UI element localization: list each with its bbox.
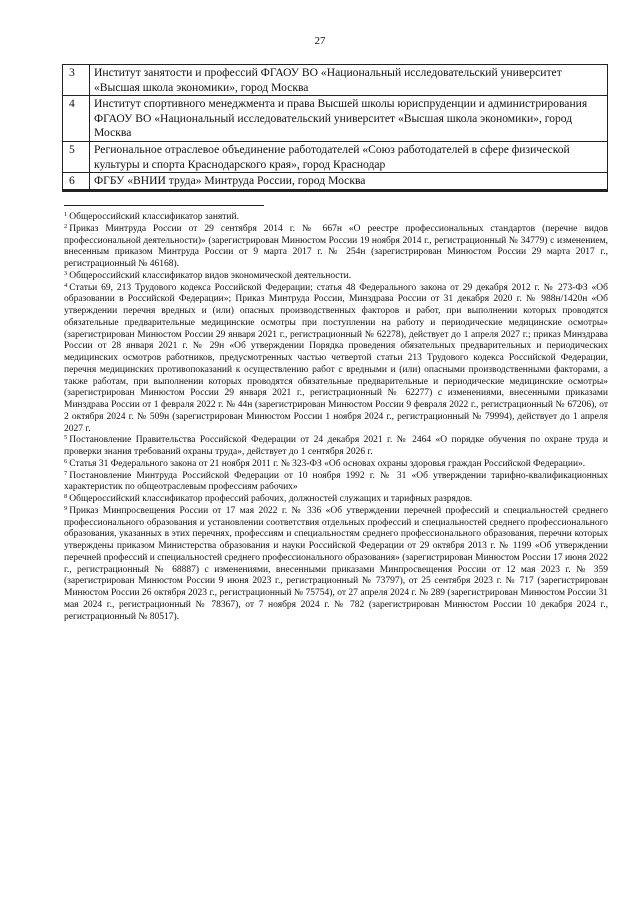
table-row: [63, 96, 608, 142]
organization-name: ФГБУ «ВНИИ труда» Минтруда России, город Москва: [90, 173, 608, 191]
row-number: 6: [63, 173, 90, 191]
organization-name: Институт спортивного менеджмента и права Высшей школы юриспруденции и администрирования ФГАОУ ВО «Национальный исследовательский университет «Высшая школа экономики», город Москва: [90, 96, 608, 142]
footnote-marker: 7: [64, 469, 68, 477]
footnotes: [64, 212, 608, 623]
footnote-text: Общероссийский классификатор профессий рабочих, должностей служащих и тарифных разрядов.: [69, 494, 473, 504]
table-row: [63, 65, 608, 96]
footnote-text: Приказ Минтруда России от 29 сентября 2014 г. № 667н «О реестре профессиональных стандартов (перечне видов профессиональной деятельности)» (зарегистрирован Минюстом России 19 ноября 2014 г., регистрационный № 34779) с изменением, внесенным приказом Минтруда России от 9 марта 2017 г. № 254н (зарегистрирован Минюстом России 29 марта 2017 г., регистрационный № 46168).: [64, 223, 608, 269]
footnote-text: Общероссийский классификатор занятий.: [69, 212, 239, 222]
organizations-table: [62, 64, 608, 192]
footnote: [64, 494, 608, 506]
footnote-marker: 5: [64, 434, 68, 442]
row-number: 4: [63, 96, 90, 142]
footnote: [64, 471, 608, 495]
table-row: [63, 141, 608, 172]
footnote: [64, 459, 608, 471]
organization-name: Региональное отраслевое объединение работодателей «Союз работодателей в сфере физической культуры и спорта Краснодарского края», город Краснодар: [90, 141, 608, 172]
footnote: [64, 506, 608, 624]
footnote: [64, 283, 608, 436]
footnote-marker: 3: [64, 269, 68, 277]
footnote-marker: 8: [64, 493, 68, 500]
footnote-marker: 1: [64, 211, 68, 218]
organization-name: Институт занятости и профессий ФГАОУ ВО «Национальный исследовательский университет «Высшая школа экономики», город Москва: [90, 65, 608, 96]
footnote-text: Постановление Минтруда Российской Федерации от 10 ноября 1992 г. № 31 «Об утверждении тарифно-квалификационных характеристик по общеотраслевым профессиям рабочих»: [64, 470, 608, 493]
footnote-text: Статья 31 Федерального закона от 21 ноября 2011 г. № 323-ФЗ «Об основах охраны здоровья граждан Российской Федерации».: [69, 458, 586, 469]
page-number: 27: [314, 35, 326, 47]
footnote-text: Общероссийский классификатор видов экономической деятельности.: [69, 270, 352, 281]
footnote-marker: 4: [64, 281, 68, 289]
footnote-text: Статьи 69, 213 Трудового кодекса Российской Федерации; статья 48 Федерального закона от 29 декабря 2012 г. № 273-ФЗ «Об образовании в Российской Федерации»; Приказ Минтруда России, Минздрава России от 31 декабря 2020 г. № 988н/1420н «Об утверждении перечня вредных и (или) опасных производственных факторов и работ, при выполнении которых проводятся обязательные предварительные медицинские осмотры при поступлении на работу и периодические медицинские осмотры» (зарегистрирован Минюстом России 29 января 2021 г., регистрационный № 62278), действует до 1 апреля 2027 г.; приказ Минздрава России от 28 января 2021 г. № 29н «Об утверждении Порядка проведения обязательных предварительных и периодических медицинских осмотров работников, предусмотренных частью четвертой статьи 213 Трудового кодекса Российской Федерации, перечня медицинских противопоказаний к осуществлению работ с вредными и (или) опасными производственными факторами, а также работам, при выполнении которых проводятся обязательные предварительные и периодические медицинские осмотры» (зарегистрирован Минюстом России 29 января 2021 г., регистрационный № 62277) с изменениями, внесенными приказами Минздрава России от 1 февраля 2022 г. № 44н (зарегистрирован Минюстом России 9 февраля 2022 г., регистрационный № 67206), от 2 октября 2024 г. № 509н (зарегистрирован Минюстом России 1 ноября 2024 г., регистрационный № 79994), действует до 1 апреля 2027 г.: [64, 282, 608, 434]
row-number: 5: [63, 141, 90, 172]
footnote-marker: 9: [64, 504, 68, 512]
footnote-marker: 2: [64, 222, 68, 230]
footnote-text: Приказ Минпросвещения России от 17 мая 2022 г. № 336 «Об утверждении перечней профессий и специальностей среднего профессионального образования и установлении соответствия отдельных профессий и специальностей среднего профессионального образования, указанных в этих перечнях, профессиям и специальностям среднего профессионального образования, перечни которых утверждены приказом Министерства образования и науки Российской Федерации от 29 октября 2013 г. № 1199 «Об утверждении перечней профессий и специальностей среднего профессионального образования» (зарегистрирован Минюстом России 17 июня 2022 г., регистрационный № 68887) с изменениями, внесенными приказами Минпросвещения России от 12 мая 2023 г. № 359 (зарегистрирован Минюстом России 9 июня 2023 г., регистрационный № 73797), от 25 сентября 2023 г. № 717 (зарегистрирован Минюстом России 26 октября 2023 г., регистрационный № 75754), от 27 апреля 2024 г. № 289 (зарегистрирован Минюстом России 31 мая 2024 г., регистрационный № 78367), от 7 ноября 2024 г. № 782 (зарегистрирован Минюстом России 10 декабря 2024 г., регистрационный № 80517).: [64, 505, 608, 622]
footnote: [64, 435, 608, 459]
table-row: [63, 173, 608, 191]
footnote-marker: 6: [64, 457, 68, 465]
footnote: [64, 224, 608, 271]
row-number: 3: [63, 65, 90, 96]
footnote-text: Постановление Правительства Российской Федерации от 24 декабря 2021 г. № 2464 «О порядке обучения по охране труда и проверки знания требований охраны труда», действует до 1 сентября 2026 г.: [64, 435, 608, 457]
footnote-separator: [64, 205, 264, 206]
footnote: [64, 271, 608, 283]
footnote: [64, 212, 608, 224]
